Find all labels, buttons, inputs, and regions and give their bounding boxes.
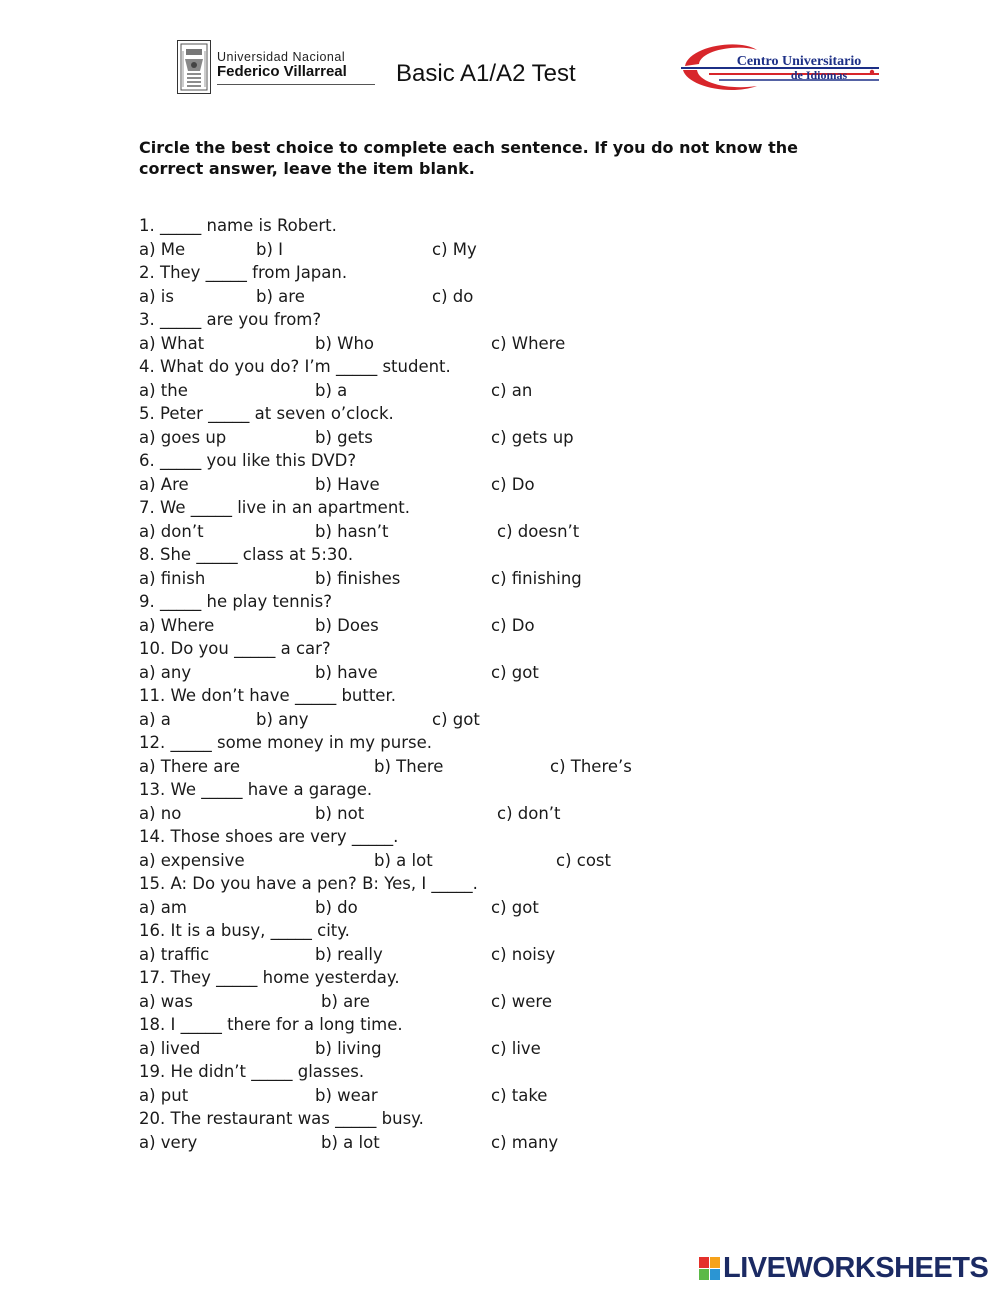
option-c[interactable]: c) gets up <box>491 427 574 447</box>
logo-square <box>699 1257 709 1268</box>
option-c[interactable]: c) Do <box>491 615 535 635</box>
option-b[interactable]: b) I <box>256 239 284 259</box>
question-item <box>139 214 859 261</box>
logo-square <box>699 1269 709 1280</box>
question-item <box>139 684 859 731</box>
question-text: 9. _____ he play tennis? <box>139 592 332 611</box>
question-text: 5. Peter _____ at seven o’clock. <box>139 404 394 423</box>
question-item <box>139 449 859 496</box>
question-text: 10. Do you _____ a car? <box>139 639 331 658</box>
option-a[interactable]: a) any <box>139 662 192 682</box>
university-seal-icon <box>177 40 211 94</box>
answer-options <box>139 661 859 685</box>
option-b[interactable]: b) any <box>256 709 309 729</box>
option-b[interactable]: b) really <box>315 944 383 964</box>
option-b[interactable]: b) hasn’t <box>315 521 389 541</box>
answer-options <box>139 473 859 497</box>
option-b[interactable]: b) wear <box>315 1085 378 1105</box>
question-item <box>139 402 859 449</box>
option-c[interactable]: c) Do <box>491 474 535 494</box>
question-item <box>139 543 859 590</box>
option-a[interactable]: a) expensive <box>139 850 245 870</box>
answer-options <box>139 708 859 732</box>
option-b[interactable]: b) not <box>315 803 365 823</box>
question-item <box>139 355 859 402</box>
cui-logo <box>679 40 889 96</box>
question-text: 20. The restaurant was _____ busy. <box>139 1109 424 1128</box>
option-b[interactable]: b) have <box>315 662 378 682</box>
question-item <box>139 1013 859 1060</box>
answer-options <box>139 1037 859 1061</box>
option-b[interactable]: b) a <box>315 380 348 400</box>
question-item <box>139 496 859 543</box>
option-a[interactable]: a) traffic <box>139 944 210 964</box>
answer-options <box>139 285 859 309</box>
option-c[interactable]: c) got <box>432 709 480 729</box>
option-a[interactable]: a) was <box>139 991 193 1011</box>
question-item <box>139 637 859 684</box>
option-b[interactable]: b) are <box>321 991 370 1011</box>
answer-options <box>139 1084 859 1108</box>
question-text: 2. They _____ from Japan. <box>139 263 348 282</box>
option-b[interactable]: b) do <box>315 897 358 917</box>
question-text: 16. It is a busy, _____ city. <box>139 921 350 940</box>
question-text: 6. _____ you like this DVD? <box>139 451 357 470</box>
answer-options <box>139 332 859 356</box>
option-c[interactable]: c) many <box>491 1132 559 1152</box>
answer-options <box>139 567 859 591</box>
option-c[interactable]: c) take <box>491 1085 548 1105</box>
liveworksheets-logo <box>699 1254 995 1284</box>
question-text: 14. Those shoes are very _____. <box>139 827 399 846</box>
answer-options <box>139 238 859 262</box>
option-c[interactable]: c) an <box>491 380 533 400</box>
option-c[interactable]: c) My <box>432 239 477 259</box>
option-c[interactable]: c) were <box>491 991 552 1011</box>
option-b[interactable]: b) There <box>374 756 444 776</box>
answer-options <box>139 943 859 967</box>
option-a[interactable]: a) is <box>139 286 174 306</box>
option-a[interactable]: a) a <box>139 709 171 729</box>
university-name-line1: Universidad Nacional <box>217 50 346 64</box>
option-c[interactable]: c) live <box>491 1038 541 1058</box>
option-a[interactable]: a) put <box>139 1085 189 1105</box>
center-name-line2: de Idiomas <box>790 68 848 82</box>
option-b[interactable]: b) a lot <box>321 1132 380 1152</box>
question-item <box>139 825 859 872</box>
question-item <box>139 731 859 778</box>
question-item <box>139 872 859 919</box>
option-b[interactable]: b) are <box>256 286 305 306</box>
answer-options <box>139 614 859 638</box>
option-a[interactable]: a) What <box>139 333 205 353</box>
center-name-line1: Centro Universitario <box>736 54 862 69</box>
instructions: Circle the best choice to complete each sentence. If you do not know the correct answer, leave the item blank. <box>139 138 798 178</box>
answer-options <box>139 755 859 779</box>
question-item <box>139 308 859 355</box>
option-a[interactable]: a) Are <box>139 474 189 494</box>
option-c[interactable]: c) cost <box>556 850 611 870</box>
option-c[interactable]: c) noisy <box>491 944 556 964</box>
option-a[interactable]: a) am <box>139 897 187 917</box>
question-text: 7. We _____ live in an apartment. <box>139 498 411 517</box>
logo-square <box>710 1269 720 1280</box>
question-item <box>139 590 859 637</box>
option-b[interactable]: b) Does <box>315 615 379 635</box>
option-c[interactable]: c) got <box>491 662 539 682</box>
question-text: 12. _____ some money in my purse. <box>139 733 433 752</box>
question-text: 4. What do you do? I’m _____ student. <box>139 357 451 376</box>
liveworksheets-brand: LIVEWORKSHEETS <box>723 1252 989 1284</box>
logo-square <box>710 1257 720 1268</box>
option-a[interactable]: a) lived <box>139 1038 201 1058</box>
unfv-logo <box>177 40 377 96</box>
answer-options <box>139 520 859 544</box>
answer-options <box>139 379 859 403</box>
question-text: 8. She _____ class at 5:30. <box>139 545 354 564</box>
question-item <box>139 919 859 966</box>
question-text: 11. We don’t have _____ butter. <box>139 686 396 705</box>
answer-options <box>139 802 859 826</box>
question-text: 18. I _____ there for a long time. <box>139 1015 403 1034</box>
option-c[interactable]: c) got <box>491 897 539 917</box>
answer-options <box>139 1131 859 1155</box>
university-name-line2: Federico Villarreal <box>217 63 347 80</box>
option-a[interactable]: a) Me <box>139 239 186 259</box>
answer-options <box>139 990 859 1014</box>
question-item <box>139 966 859 1013</box>
option-a[interactable]: a) the <box>139 380 188 400</box>
option-c[interactable]: c) finishing <box>491 568 582 588</box>
page-header <box>0 0 1000 110</box>
option-c[interactable]: c) do <box>432 286 474 306</box>
question-item <box>139 1060 859 1107</box>
option-b[interactable]: b) a lot <box>374 850 433 870</box>
option-a[interactable]: a) Where <box>139 615 215 635</box>
option-a[interactable]: a) There are <box>139 756 240 776</box>
question-text: 3. _____ are you from? <box>139 310 322 329</box>
option-c[interactable]: c) don’t <box>497 803 561 823</box>
option-a[interactable]: a) finish <box>139 568 206 588</box>
option-b[interactable]: b) Who <box>315 333 375 353</box>
answer-options <box>139 896 859 920</box>
option-b[interactable]: b) gets <box>315 427 373 447</box>
option-c[interactable]: c) doesn’t <box>497 521 580 541</box>
option-c[interactable]: c) Where <box>491 333 566 353</box>
question-text: 1. _____ name is Robert. <box>139 216 337 235</box>
logo-divider <box>217 84 375 85</box>
answer-options <box>139 849 859 873</box>
liveworksheets-logo-icon <box>699 1257 721 1281</box>
question-item <box>139 1107 859 1154</box>
option-c[interactable]: c) There’s <box>550 756 632 776</box>
question-text: 19. He didn’t _____ glasses. <box>139 1062 365 1081</box>
answer-options <box>139 426 859 450</box>
option-b[interactable]: b) living <box>315 1038 382 1058</box>
option-b[interactable]: b) finishes <box>315 568 401 588</box>
question-text: 17. They _____ home yesterday. <box>139 968 400 987</box>
option-a[interactable]: a) don’t <box>139 521 204 541</box>
option-a[interactable]: a) very <box>139 1132 198 1152</box>
question-list <box>139 214 859 1154</box>
option-b[interactable]: b) Have <box>315 474 380 494</box>
question-text: 13. We _____ have a garage. <box>139 780 373 799</box>
question-item <box>139 261 859 308</box>
page-title: Basic A1/A2 Test <box>396 60 576 87</box>
question-item <box>139 778 859 825</box>
option-a[interactable]: a) no <box>139 803 182 823</box>
option-a[interactable]: a) goes up <box>139 427 227 447</box>
question-text: 15. A: Do you have a pen? B: Yes, I _____. <box>139 874 478 893</box>
